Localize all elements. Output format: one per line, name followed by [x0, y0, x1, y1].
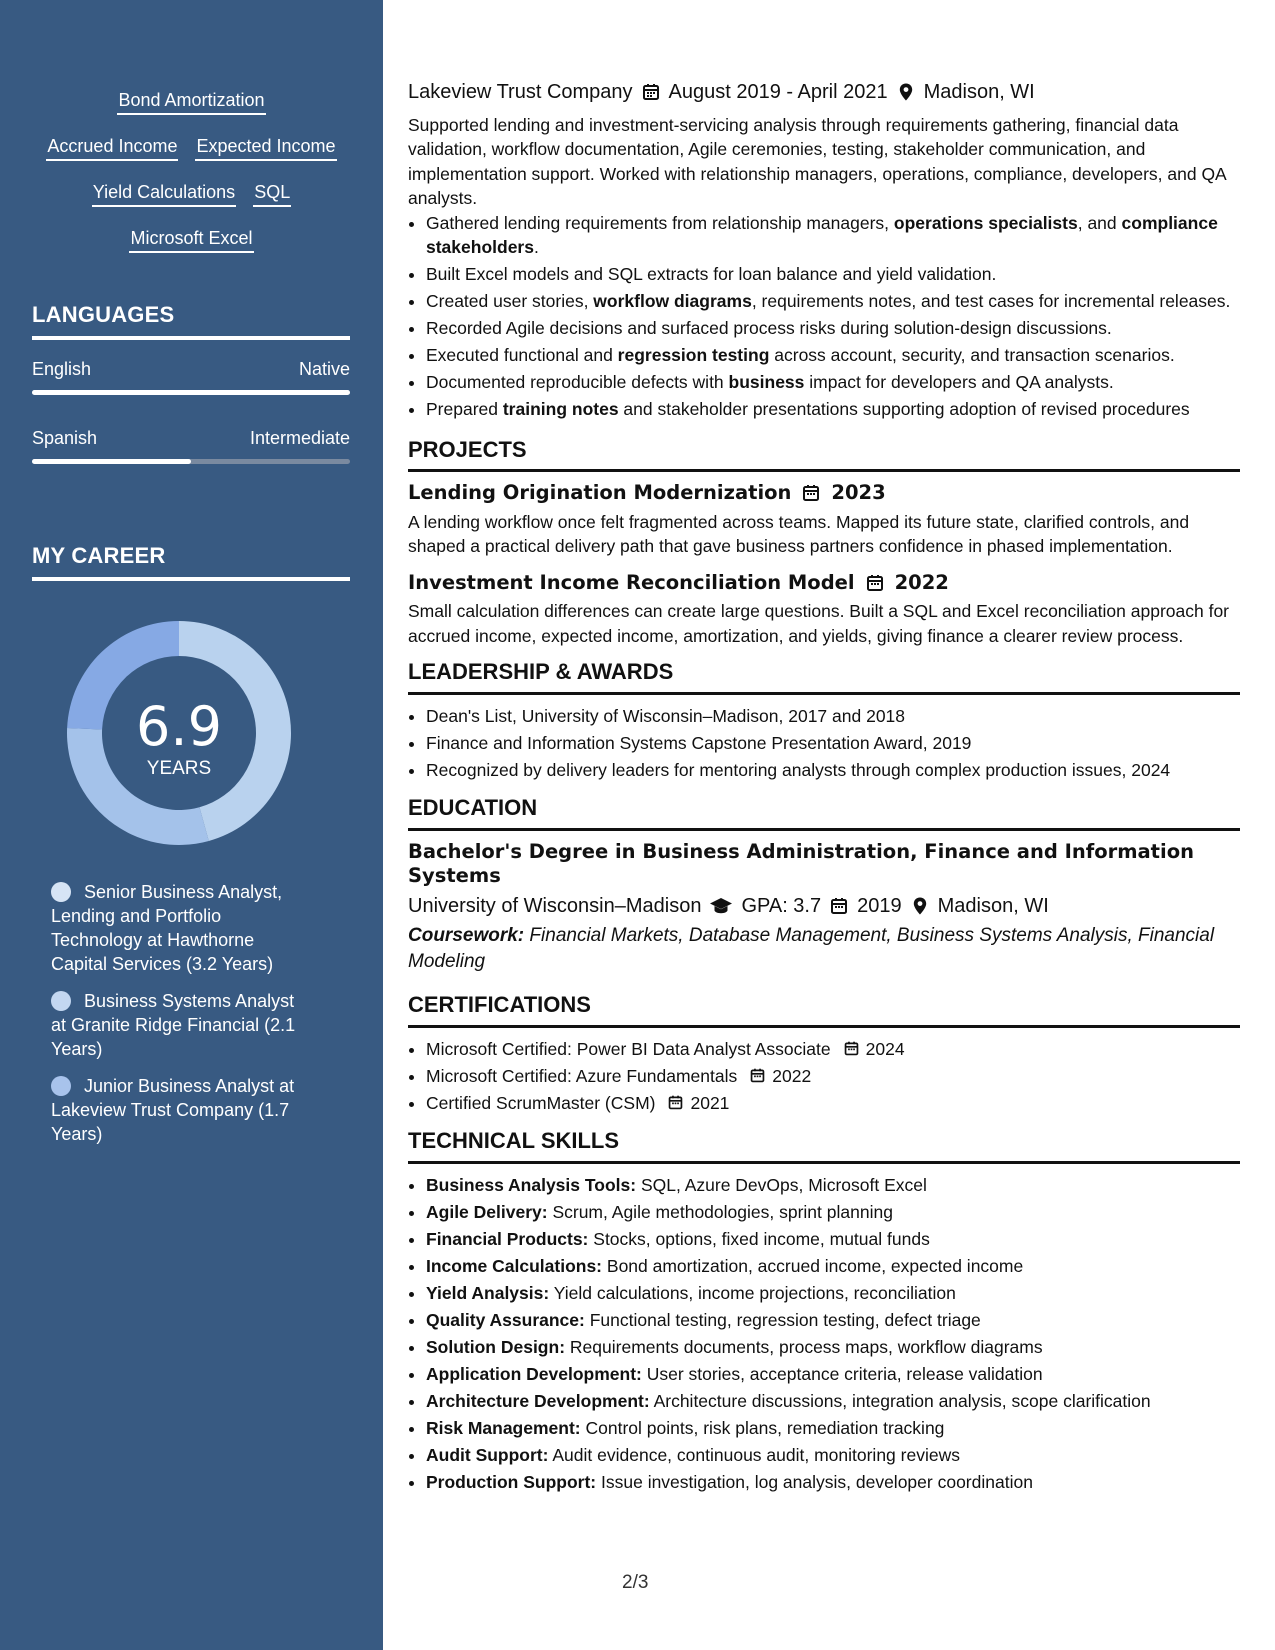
skill-tag: Microsoft Excel — [129, 226, 253, 253]
skill-item — [426, 1200, 1240, 1225]
project-title: Lending Origination Modernization — [408, 481, 792, 504]
location-pin-icon — [896, 82, 916, 102]
language-proficiency-bar — [32, 390, 350, 395]
language-level: Intermediate — [249, 428, 350, 448]
career-unit: YEARS — [146, 758, 212, 779]
award-item: • Dean's List, University of Wisconsin–Madison, 2017 and 2018 — [426, 704, 1240, 729]
skill-tag-row — [0, 226, 383, 253]
certifications-heading: CERTIFICATIONS — [408, 993, 1240, 1028]
skill-label: Architecture Development: — [426, 1390, 650, 1411]
skill-item — [426, 1281, 1240, 1306]
certification-row — [426, 1064, 811, 1089]
skill-item — [426, 1227, 1240, 1252]
bullet-text: , requirements notes, and test cases for incremental releases. — [751, 291, 1231, 311]
experience-header — [408, 80, 1240, 105]
language-name: English — [32, 359, 92, 379]
certification-name: • Certified ScrumMaster (CSM) — [426, 1092, 656, 1113]
awards-heading: LEADERSHIP & AWARDS — [408, 660, 1240, 695]
skill-value: Audit evidence, continuous audit, monitoring reviews — [552, 1444, 960, 1465]
calendar-icon — [829, 896, 849, 916]
skill-value: Yield calculations, income projections, reconciliation — [553, 1282, 956, 1303]
certification-item — [426, 1091, 1240, 1116]
skill-value: SQL, Azure DevOps, Microsoft Excel — [640, 1174, 927, 1195]
bullet-text: Executed functional and — [426, 345, 618, 365]
career-legend-dot — [51, 1076, 71, 1096]
skill-value: Stocks, options, fixed income, mutual funds — [593, 1228, 930, 1249]
career-item — [51, 880, 311, 976]
calendar-icon — [667, 1094, 684, 1111]
skill-tag: Bond Amortization — [117, 88, 265, 115]
skill-value: Architecture discussions, integration analysis, scope clarification — [653, 1390, 1151, 1411]
bullet-text: and stakeholder presentations supporting adoption of revised procedures — [618, 399, 1190, 419]
certification-year: 2021 — [690, 1092, 730, 1113]
project-item — [408, 481, 1240, 559]
skill-item — [426, 1362, 1240, 1387]
emphasis-text: workflow diagrams — [593, 291, 752, 311]
experience-summary: Supported lending and investment-servicing analysis through requirements gathering, financial data validation, workflow documentation, Agile ceremonies, testing, stakeholder communication, and implementation support. Worked with relationship managers, operations, compliance, developers, and QA analysts. — [408, 114, 1226, 208]
career-total: 6.9 — [136, 695, 222, 758]
skill-tag-row — [0, 180, 383, 207]
skill-label: Production Support: — [426, 1471, 597, 1492]
emphasis-text: regression testing — [617, 345, 770, 365]
language-spanish — [32, 428, 350, 464]
certification-name: • Microsoft Certified: Azure Fundamentals — [426, 1065, 738, 1086]
language-proficiency-fill — [32, 390, 350, 395]
career-heading: MY CAREER — [32, 543, 350, 581]
experience-bullet — [426, 370, 1240, 395]
calendar-icon — [865, 573, 885, 593]
emphasis-text: business — [728, 372, 805, 392]
career-donut-chart — [64, 618, 294, 848]
calendar-icon — [641, 82, 661, 102]
skill-label: Agile Delivery: — [426, 1201, 548, 1222]
emphasis-text: compliance stakeholders — [426, 212, 1218, 257]
bullet-text: Prepared — [426, 399, 503, 419]
education-location: Madison, WI — [937, 894, 1049, 917]
certification-name: • Microsoft Certified: Power BI Data Analyst Associate — [426, 1038, 831, 1059]
skill-item — [426, 1173, 1240, 1198]
bullet-text: Created user stories, — [426, 291, 594, 311]
career-item — [51, 989, 311, 1061]
education-year: 2019 — [857, 894, 902, 917]
experience-bullets — [408, 211, 1240, 422]
certification-row — [426, 1037, 905, 1062]
skill-tag-row — [0, 88, 383, 115]
project-description: Small calculation differences can create large questions. Built a SQL and Excel reconciliation approach for accrued income, expected income, amortization, and yields, giving finance a clearer review process. — [408, 601, 1230, 646]
location-pin-icon — [910, 896, 930, 916]
skill-label: Financial Products: — [426, 1228, 589, 1249]
education-gpa: GPA: 3.7 — [741, 894, 822, 917]
experience-bullet — [426, 289, 1240, 314]
project-year: 2022 — [894, 570, 949, 594]
skill-value: Issue investigation, log analysis, developer coordination — [601, 1471, 1033, 1492]
project-header — [408, 571, 1240, 596]
bullet-text: Documented reproducible defects with — [426, 372, 729, 392]
skill-tags — [0, 88, 383, 272]
skill-label: Business Analysis Tools: — [426, 1174, 637, 1195]
experience-bullet — [426, 262, 1240, 287]
skill-item — [426, 1443, 1240, 1468]
education-degree: Bachelor's Degree in Business Administration, Finance and Information Systems — [408, 839, 1194, 887]
main-content — [408, 80, 1240, 1497]
career-item-text: Junior Business Analyst at Lakeview Trust Company (1.7 Years) — [51, 1076, 295, 1144]
education-heading: EDUCATION — [408, 796, 1240, 831]
bullet-text: Recorded Agile decisions and surfaced process risks during solution-design discussions. — [426, 318, 1112, 338]
certification-year: 2024 — [865, 1038, 905, 1059]
skill-tag: Expected Income — [195, 134, 336, 161]
skill-item — [426, 1416, 1240, 1441]
skill-value: User stories, acceptance criteria, release validation — [646, 1363, 1043, 1384]
career-item — [51, 1074, 311, 1146]
emphasis-text: operations specialists — [893, 212, 1078, 233]
languages-heading: LANGUAGES — [32, 302, 350, 340]
calendar-icon — [749, 1067, 766, 1084]
skill-item — [426, 1254, 1240, 1279]
language-proficiency-bar — [32, 459, 350, 464]
bullet-text: Gathered lending requirements from relationship managers, — [426, 212, 894, 233]
skill-label: Solution Design: — [426, 1336, 566, 1357]
bullet-text: Built Excel models and SQL extracts for loan balance and yield validation. — [426, 264, 997, 284]
career-legend-dot — [51, 991, 71, 1011]
award-item: • Recognized by delivery leaders for mentoring analysts through complex production issues, 2024 — [426, 758, 1240, 783]
project-title: Investment Income Reconciliation Model — [408, 570, 855, 594]
career-list — [51, 880, 311, 1159]
coursework-list: Financial Markets, Database Management, Business Systems Analysis, Financial Modeling — [408, 925, 1215, 972]
page-number: 2/3 — [622, 1572, 649, 1593]
certification-item — [426, 1037, 1240, 1062]
bullet-text: across account, security, and transaction scenarios. — [769, 345, 1175, 365]
career-item-text: Business Systems Analyst at Granite Ridge Financial (2.1 Years) — [51, 991, 296, 1059]
career-item-text: Senior Business Analyst, Lending and Portfolio Technology at Hawthorne Capital Services (3.2 Years) — [51, 882, 283, 974]
award-item: • Finance and Information Systems Capstone Presentation Award, 2019 — [426, 731, 1240, 756]
project-item — [408, 571, 1240, 649]
projects-heading: PROJECTS — [408, 438, 1240, 473]
certification-item — [426, 1064, 1240, 1089]
skill-tag: Accrued Income — [46, 134, 178, 161]
project-header — [408, 481, 1240, 506]
awards-list — [408, 704, 1240, 783]
skill-label: Risk Management: — [426, 1417, 581, 1438]
skill-tag: SQL — [253, 180, 291, 207]
language-name: Spanish — [32, 428, 98, 448]
skills-list — [408, 1173, 1240, 1495]
language-english — [32, 359, 350, 395]
calendar-icon — [843, 1040, 860, 1057]
skill-value: Bond amortization, accrued income, expected income — [606, 1255, 1024, 1276]
experience-bullet — [426, 397, 1240, 422]
education-coursework — [408, 923, 1240, 975]
coursework-label: Coursework: — [408, 925, 525, 946]
experience-location: Madison, WI — [923, 81, 1035, 103]
graduation-cap-icon — [709, 896, 733, 916]
certifications-list — [408, 1037, 1240, 1116]
project-description: A lending workflow once felt fragmented across teams. Mapped its future state, clarified controls, and shaped a practical delivery path that gave business partners confidence in phased implementation. — [408, 511, 1190, 556]
skill-value: Control points, risk plans, remediation tracking — [585, 1417, 945, 1438]
skill-value: Scrum, Agile methodologies, sprint planning — [552, 1201, 893, 1222]
skill-tag: Yield Calculations — [92, 180, 236, 207]
projects-list — [408, 481, 1240, 648]
experience-bullet — [426, 211, 1240, 260]
bullet-text: , and — [1077, 212, 1122, 233]
skill-label: Yield Analysis: — [426, 1282, 550, 1303]
certification-year: 2022 — [772, 1065, 812, 1086]
language-proficiency-fill — [32, 459, 191, 464]
experience-bullet — [426, 343, 1240, 368]
skill-label: Application Development: — [426, 1363, 642, 1384]
sidebar — [0, 0, 383, 1650]
skill-item — [426, 1470, 1240, 1495]
language-level: Native — [298, 359, 350, 379]
skill-label: Income Calculations: — [426, 1255, 603, 1276]
experience-bullet — [426, 316, 1240, 341]
skills-heading: TECHNICAL SKILLS — [408, 1129, 1240, 1164]
education-school: University of Wisconsin–Madison — [408, 894, 702, 917]
career-legend-dot — [51, 882, 71, 902]
skill-label: Audit Support: — [426, 1444, 549, 1465]
skill-value: Functional testing, regression testing, defect triage — [589, 1309, 981, 1330]
emphasis-text: training notes — [502, 399, 619, 419]
skill-item — [426, 1389, 1240, 1414]
project-year: 2023 — [831, 481, 886, 504]
skill-item — [426, 1308, 1240, 1333]
experience-dates: August 2019 - April 2021 — [668, 81, 888, 103]
bullet-text: impact for developers and QA analysts. — [804, 372, 1114, 392]
skill-value: Requirements documents, process maps, workflow diagrams — [569, 1336, 1043, 1357]
skill-label: Quality Assurance: — [426, 1309, 585, 1330]
company-name: Lakeview Trust Company — [408, 81, 633, 103]
skill-item — [426, 1335, 1240, 1360]
calendar-icon — [801, 483, 821, 503]
certification-row — [426, 1091, 729, 1116]
bullet-text: . — [533, 237, 539, 257]
skill-tag-row — [0, 134, 383, 161]
education-details — [408, 894, 1240, 919]
